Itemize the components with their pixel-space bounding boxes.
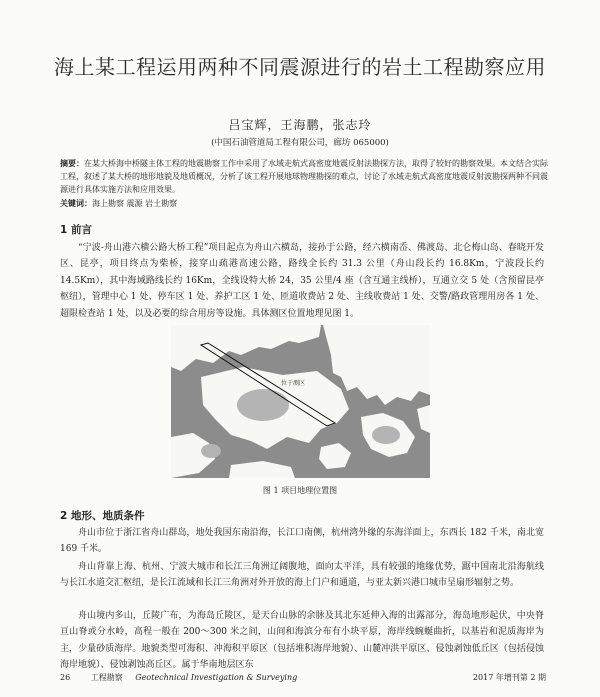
figure-caption: 图 1 项目地理位置图 xyxy=(262,486,338,495)
project-location-map xyxy=(171,325,430,478)
keywords-label: 关键词： xyxy=(60,198,92,208)
journal-issue: 2017 年增刊第 2 期 xyxy=(472,673,546,682)
section-2-paragraph-3: 舟山境内多山，丘陵广布，为海岛丘陵区，是天台山脉的余脉及其北东延伸入海的出露部分，海岛地形起伏，中央脊亘山脊或分水岭，高程一般在 200～300 米之间，山间和海滨分布有小块平原，海岸线蜿蜒曲折，以基岩和泥质海岸为主，少量砂质海岸。地貌类型可海积、冲海积平原区（包括堆积海岸地貌）、山麓冲洪平原区、侵蚀剥蚀低丘区（包括侵蚀海岸地貌）、侵蚀剥蚀高丘区。属于华南地层区东 xyxy=(60,611,544,671)
keywords-text: 海上勘察 震源 岩土勘察 xyxy=(92,199,178,208)
page-number: 26 xyxy=(60,673,71,682)
journal-name-cn: 工程勘察 xyxy=(90,673,123,682)
keywords xyxy=(60,197,555,210)
abstract xyxy=(60,157,555,196)
authors: 吕宝辉，王海鹏，张志玲 xyxy=(228,118,372,132)
abstract-label: 摘要： xyxy=(60,158,84,168)
section-1-paragraph: “宁波-舟山港六横公路大桥工程”项目起点为舟山六横岛，接孙于公路，经六横南岙、佛渡岛、北仑梅山岛、春晓开发区、昆亭，项目终点为柴桥，接穿山疏港高速公路，路线全长约 31.3 公里（舟山段长约 16.8Km，宁波段长约 14.5Km），其中海域路线长约 16Km，全线设特大桥 24，35 公里/4 座（含互通主线桥），互通立交 5 处（含预留昆亭枢纽），管理中心 1 处、停车区 1 处、养护工区 1 处、匝道收费站 2 处、主线收费站 1 处、交警/路政管理用房各 1 处、超限检查站 1 处，以及必要的综合用房等设施。具体测区位置地理见图 1。 xyxy=(60,243,544,319)
journal-name-en: Geotechnical Investigation & Surveying xyxy=(135,673,298,682)
affiliation: (中国石油管道局工程有限公司，廊坊 065000) xyxy=(211,138,389,148)
section-2-paragraph-2: 舟山背靠上海、杭州、宁波大城市和长江三角洲辽阔腹地，面向太平洋，具有较强的地缘优势，踞中国南北沿海航线与长江水道交汇枢纽，是长江流域和长江三角洲对外开放的海上门户和通道，与亚太新兴港口城市呈扇形辐射之势。 xyxy=(60,562,544,589)
paper-title: 海上某工程运用两种不同震源进行的岩土工程勘察应用 xyxy=(54,55,546,79)
section-2-paragraph-1: 舟山市位于浙江省舟山群岛，地处我国东南沿海，长江口南侧，杭州湾外缘的东海洋面上，东西长 182 千米，南北宽 169 千米。 xyxy=(60,528,544,555)
section-2-heading: 2 地形、地质条件 xyxy=(60,510,145,522)
map-label: 位于测区 xyxy=(281,380,306,387)
abstract-text: 在某大桥海中桥隧主体工程的地震勘察工作中采用了水域走航式高密度地震反射法勘探方法，取得了较好的勘察效果。本文结合实际工程，叙述了某大桥的地形地貌及地质概况，分析了该工程开展地球物理勘探的难点，讨论了水域走航式高密度地震反射波勘探两种不同震源进行具体实施方法和应用效果。 xyxy=(60,159,548,194)
section-1-heading: 1 前言 xyxy=(60,224,92,236)
page-footer xyxy=(60,672,546,683)
